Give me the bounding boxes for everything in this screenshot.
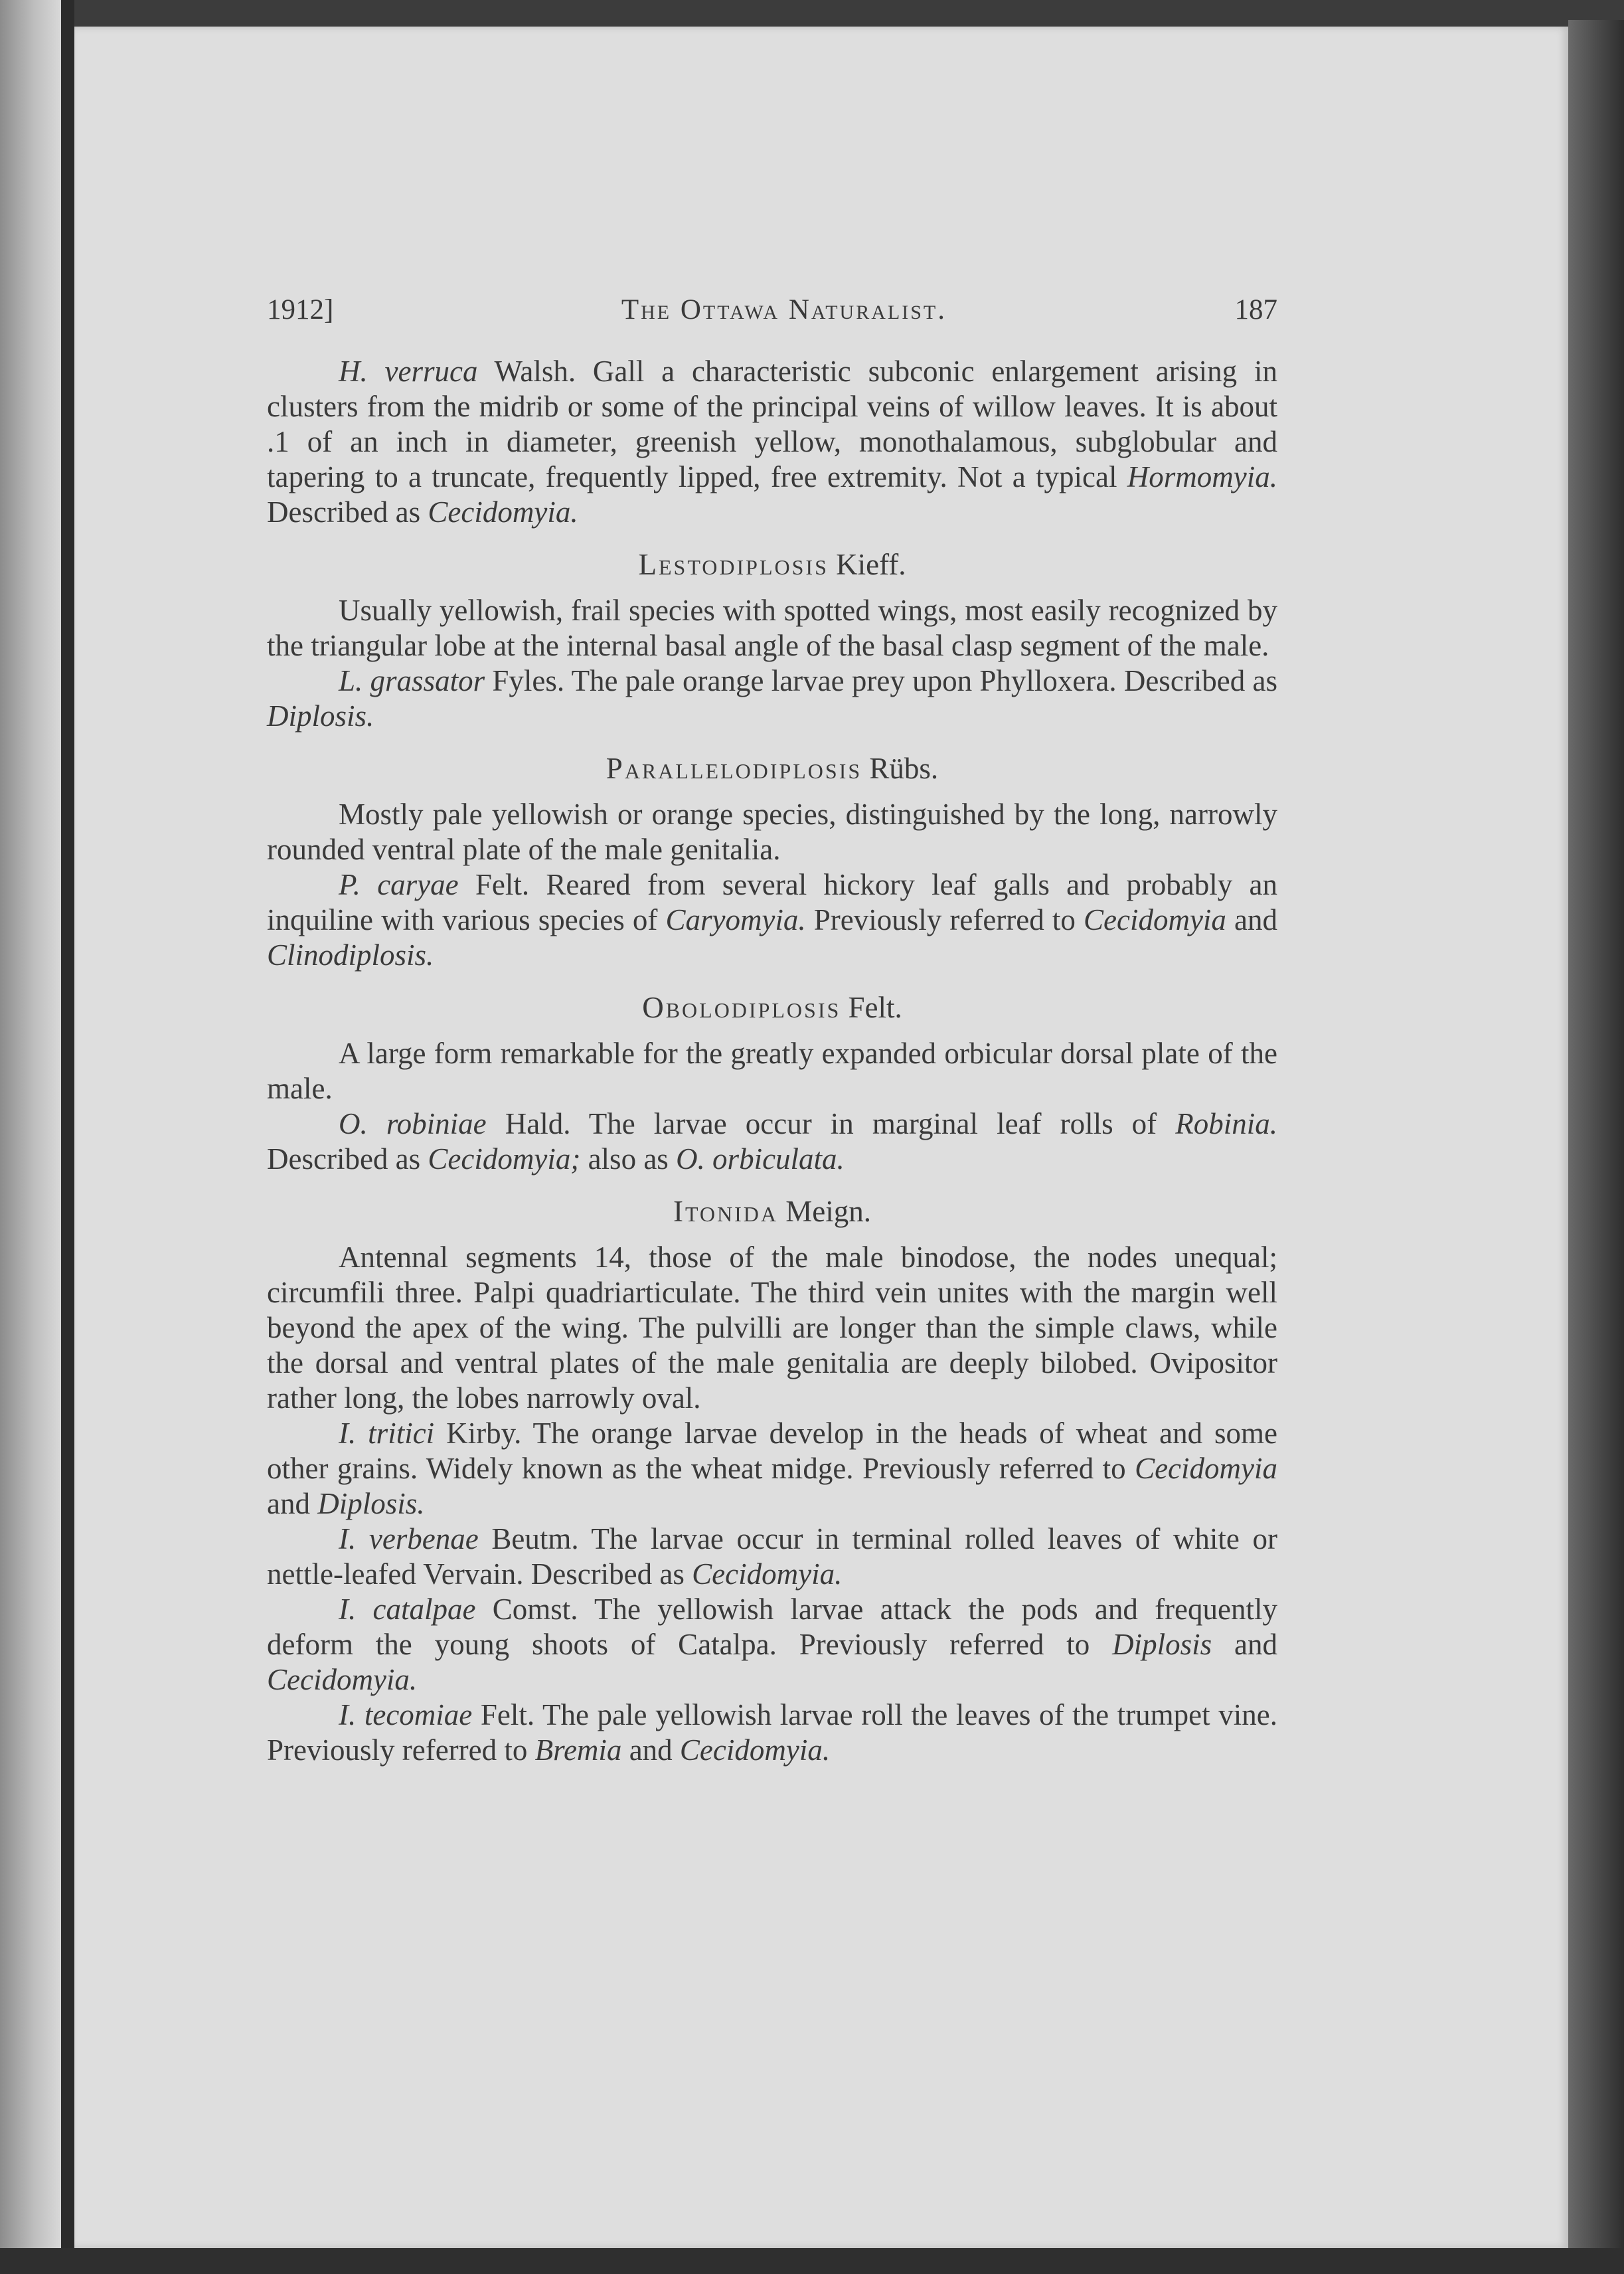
genus-author: Felt. — [841, 991, 902, 1024]
italic-text: Cecidomyia. — [692, 1557, 843, 1591]
paragraph — [267, 1592, 1277, 1698]
genus-heading — [267, 547, 1277, 582]
running-head — [267, 292, 1277, 327]
italic-text: Diplosis. — [317, 1487, 425, 1520]
binding-gutter — [61, 0, 74, 2274]
italic-text: Bremia — [534, 1733, 622, 1767]
genus-name: Parallelodiplosis — [606, 752, 862, 785]
italic-text: Cecidomyia. — [679, 1733, 831, 1767]
genus-heading — [267, 990, 1277, 1025]
running-head-year: 1912] — [267, 294, 334, 325]
italic-text: Diplosis — [1112, 1628, 1212, 1661]
italic-text: Cecidomyia. — [428, 495, 578, 529]
paragraph — [267, 797, 1277, 867]
text-run: Beutm. The larvae occur in terminal rolled leaves of white or nettle-leafed Vervain. Described as — [267, 1522, 1278, 1591]
text-run: Mostly pale yellowish or orange species, distinguished by the long, narrowly rounded ventral plate of the male genitalia. — [267, 798, 1277, 866]
italic-text: I. tecomiae — [339, 1698, 473, 1731]
italic-text: H. verruca — [339, 355, 478, 388]
paragraph — [267, 1036, 1277, 1106]
adjacent-page-edge — [0, 0, 61, 2274]
text-run: Usually yellowish, frail species with spotted wings, most easily recognized by the triangular lobe at the internal basal angle of the basal clasp segment of the male. — [267, 594, 1277, 662]
text-run: A large form remarkable for the greatly expanded orbicular dorsal plate of the male. — [267, 1037, 1277, 1105]
genus-name: Itonida — [673, 1195, 779, 1228]
italic-text: P. caryae — [339, 868, 459, 901]
text-run: Described as — [267, 495, 428, 529]
text-run: Fyles. The pale orange larvae prey upon Phylloxera. Described as — [485, 664, 1277, 697]
italic-text: Hormomyia. — [1127, 460, 1277, 493]
paragraph — [267, 1106, 1277, 1177]
italic-text: I. verbenae — [339, 1522, 479, 1555]
text-run: and — [1212, 1628, 1277, 1661]
italic-text: Clinodiplosis. — [267, 938, 434, 972]
text-run: Kirby. The orange larvae develop in the heads of wheat and some other grains. Widely known as the wheat midge. Previously referred to — [267, 1417, 1277, 1485]
text-run: Antennal segments 14, those of the male binodose, the nodes unequal; circumfili three. Palpi quadriarticulate. The third vein unites with the margin well beyond the apex of the wing. The pulvilli are longer than the simple claws, while the dorsal and ventral plates of the male genitalia are deeply bilobed. Ovipositor rather long, the lobes narrowly oval. — [267, 1241, 1277, 1415]
genus-author: Rübs. — [862, 752, 939, 785]
paragraph — [267, 593, 1277, 663]
text-run: and — [621, 1733, 680, 1767]
italic-text: Diplosis. — [267, 699, 374, 733]
genus-heading — [267, 751, 1277, 786]
genus-name: Lestodiplosis — [638, 548, 829, 581]
page-text — [267, 292, 1277, 1768]
bottom-edge-shadow — [0, 2248, 1624, 2274]
text-run: also as — [580, 1142, 677, 1176]
paragraph — [267, 354, 1277, 530]
text-run: Described as — [267, 1142, 428, 1176]
text-run: Felt. The pale yellowish larvae roll the leaves of the trumpet vine. Previously referred to — [267, 1698, 1277, 1767]
genus-author: Meign. — [778, 1195, 872, 1228]
text-run: Comst. The yellowish larvae attack the pods and frequently deform the young shoots of Catalpa. Previously referred to — [267, 1593, 1278, 1661]
italic-text: I. tritici — [339, 1417, 435, 1450]
italic-text: O. robiniae — [339, 1107, 487, 1140]
paragraph — [267, 1522, 1277, 1592]
italic-text: Cecidomyia. — [267, 1663, 418, 1696]
paragraph — [267, 663, 1277, 734]
text-run: Hald. The larvae occur in marginal leaf rolls of — [486, 1107, 1176, 1140]
page-number: 187 — [1234, 294, 1277, 325]
genus-heading — [267, 1194, 1277, 1229]
text-run: and — [1226, 903, 1278, 936]
text-run: Walsh. Gall a characteristic subconic enlargement arising in clusters from the midrib or some of the principal veins of willow leaves. It is about .1 of an inch in diameter, greenish yellow, monothalamous, subglobular and tapering to a truncate, frequently lipped, free extremity. Not a typical — [267, 355, 1277, 493]
italic-text: Cecidomyia — [1135, 1452, 1277, 1485]
paragraph — [267, 1240, 1277, 1416]
text-run: Previously referred to — [805, 903, 1084, 936]
italic-text: Robinia. — [1175, 1107, 1277, 1140]
italic-text: O. orbiculata. — [676, 1142, 845, 1176]
paragraph — [267, 867, 1277, 973]
italic-text: Cecidomyia — [1083, 903, 1226, 936]
text-run: and — [267, 1487, 318, 1520]
paragraph — [267, 1698, 1277, 1768]
paragraph — [267, 1416, 1277, 1522]
genus-name: Obolodiplosis — [642, 991, 841, 1024]
italic-text: Cecidomyia; — [428, 1142, 581, 1176]
body-content — [267, 354, 1277, 1768]
italic-text: I. catalpae — [339, 1593, 476, 1626]
italic-text: Caryomyia. — [665, 903, 806, 936]
italic-text: L. grassator — [339, 664, 485, 697]
running-head-journal: The Ottawa Naturalist. — [621, 294, 947, 325]
text-run: Felt. Reared from several hickory leaf galls and probably an inquiline with various species of — [267, 868, 1277, 936]
right-edge-shadow — [1568, 20, 1624, 2274]
genus-author: Kieff. — [828, 548, 906, 581]
